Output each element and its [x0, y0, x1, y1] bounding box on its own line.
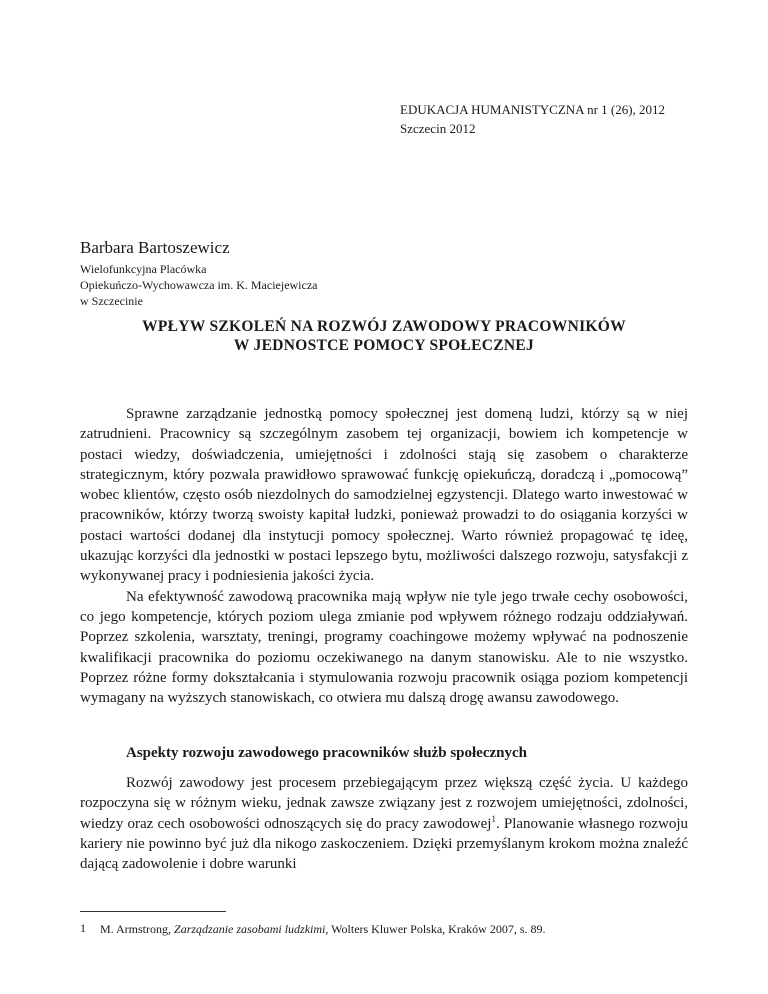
- affiliation-line: w Szczecinie: [80, 294, 143, 308]
- introduction: [80, 404, 688, 708]
- author-name: Barbara Bartoszewicz: [80, 238, 230, 257]
- title-line: W JEDNOSTCE POMOCY SPOŁECZNEJ: [233, 337, 535, 354]
- affiliation-line: Opiekuńczo-Wychowawcza im. K. Maciejewicza: [80, 278, 318, 292]
- affiliation-line: Wielofunkcyjna Placówka: [80, 262, 207, 276]
- footnote: [80, 921, 688, 937]
- footnote-publisher: , Wolters Kluwer Polska, Kraków 2007, s. 89.: [325, 922, 546, 936]
- journal-title: EDUKACJA HUMANISTYCZNA nr 1 (26), 2012: [400, 102, 666, 117]
- paragraph-text: . Planowanie własnego rozwoju kariery nie powinno być już dla nikogo zaskoczeniem. Dzięki przemyślanym krokom można znaleźć dającą zadowolenie i dobre warunki: [80, 815, 688, 873]
- footnote-book-title: Zarządzanie zasobami ludzkimi: [174, 922, 326, 936]
- paragraph-text: Rozwój zawodowy jest procesem przebiegającym przez większą część życia. U każdego rozpoczyna się w różnym wieku, jednak zawsze związany jest z rozwojem umiejętności, zdolności, wiedzy oraz cech osobowości odnoszących się do pracy zawodowej: [80, 775, 688, 832]
- footnote-separator: [80, 911, 226, 912]
- journal-place-year: Szczecin 2012: [400, 121, 476, 136]
- paragraph: [80, 773, 688, 874]
- footnote-reference: 1: [491, 813, 496, 824]
- article-title: [80, 317, 688, 355]
- paragraph: Na efektywność zawodową pracownika mają wpływ nie tyle jego trwałe cechy osobowości, co jego kompetencje, których poziom ulega zmianie pod wpływem różnego rodzaju oddziaływań. Poprzez szkolenia, warsztaty, treningi, programy coachingowe możemy wpływać na podnoszenie kwalifikacji pracownika do poziomu oczekiwanego na danym stanowisku. Ale to nie wszystko. Poprzez różne formy dokształcania i stymulowania rozwoju pracownik osiąga poziom kompetencji wymagany na wyższych stanowiskach, co otwiera mu dalszą drogę awansu zawodowego.: [80, 588, 688, 707]
- title-line: WPŁYW SZKOLEŃ NA ROZWÓJ ZAWODOWY PRACOWNIKÓW: [142, 318, 626, 335]
- author-block: [80, 237, 318, 309]
- footnote-author: M. Armstrong,: [100, 922, 175, 936]
- journal-header: [400, 100, 665, 138]
- author-affiliation: [80, 261, 318, 309]
- section-body: [80, 773, 688, 874]
- section-heading: Aspekty rozwoju zawodowego pracowników służb społecznych: [126, 745, 527, 761]
- paragraph: Sprawne zarządzanie jednostką pomocy społecznej jest domeną ludzi, którzy są w niej zatrudnieni. Pracownicy są szczególnym zasobem tej organizacji, bowiem ich kompetencje w postaci wiedzy, doświadczenia, umiejętności i zdolności stają się zasobem o charakterze strategicznym, który pozwala prawidłowo sprawować funkcję opiekuńczą, doradczą i „pomocową” wobec klientów, często osób niezdolnych do samodzielnej egzystencji. Dlatego warto inwestować w pracowników, którzy tworzą swoisty kapitał ludzki, ponieważ prowadzi to do osiągania korzyści w postaci wartości dodanej dla instytucji pomocy społecznej. Warto również propagować tę ideę, ukazując korzyści dla jednostki w postaci lepszego bytu, możliwości dalszego rozwoju, satysfakcji z wykonywanej pracy i podniesienia jakości życia.: [80, 406, 688, 585]
- footnote-number: 1: [80, 921, 86, 935]
